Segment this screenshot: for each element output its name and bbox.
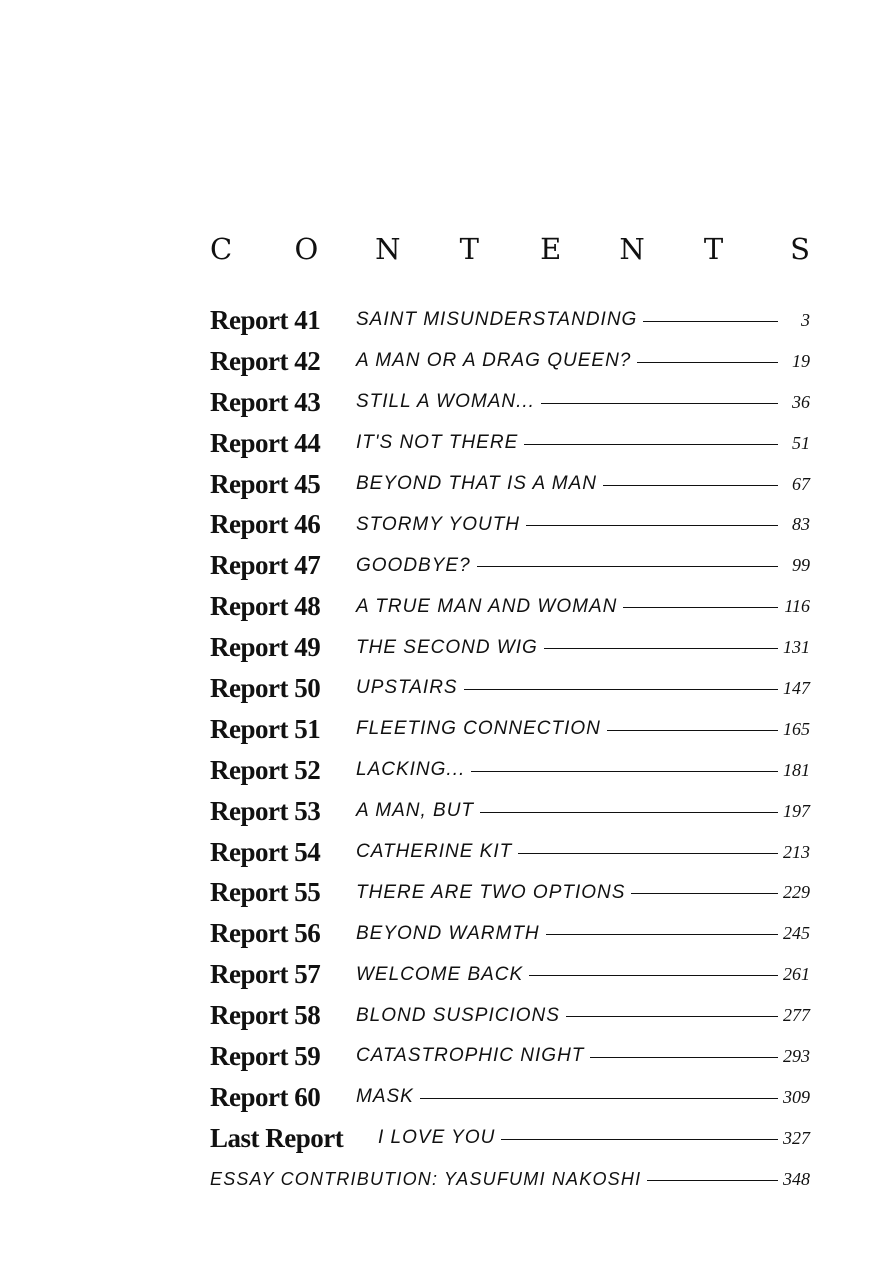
table-of-contents [210, 300, 810, 1200]
entry-page: 99 [792, 555, 810, 576]
entry-label: Report 46 [210, 509, 321, 540]
heading-letter: S [790, 232, 810, 266]
leader-line [544, 648, 778, 649]
entry-title: LACKING... [356, 759, 466, 781]
leader-line [524, 444, 778, 445]
leader-line [477, 566, 778, 567]
entry-label: Report 48 [210, 591, 321, 622]
leader-line [590, 1057, 778, 1058]
toc-entry[interactable] [210, 995, 810, 1036]
entry-title: A MAN, BUT [356, 800, 475, 822]
toc-entry[interactable] [210, 545, 810, 586]
entry-label: Report 60 [210, 1081, 321, 1112]
entry-label: Report 43 [210, 386, 321, 417]
entry-page: 277 [783, 1005, 810, 1026]
toc-entry[interactable] [210, 791, 810, 832]
toc-entry[interactable] [210, 668, 810, 709]
leader-line [623, 607, 778, 608]
entry-page: 19 [792, 350, 810, 371]
leader-line [643, 321, 778, 322]
entry-page: 261 [783, 964, 810, 985]
heading-letter: C [210, 232, 233, 266]
entry-title: CATHERINE KIT [356, 841, 513, 863]
leader-line [471, 771, 778, 772]
toc-entry[interactable] [210, 832, 810, 873]
entry-label: Report 47 [210, 550, 321, 581]
entry-page: 197 [783, 800, 810, 821]
entry-title: THERE ARE TWO OPTIONS [356, 881, 626, 903]
entry-label: Report 54 [210, 836, 321, 867]
toc-entry[interactable] [210, 954, 810, 995]
leader-line [518, 853, 778, 854]
toc-entry[interactable] [210, 1118, 810, 1159]
toc-entry[interactable] [210, 627, 810, 668]
leader-line [631, 893, 778, 894]
leader-line [637, 362, 778, 363]
leader-line [501, 1139, 778, 1140]
leader-line [526, 525, 778, 526]
heading-letter: N [375, 232, 401, 266]
toc-entry[interactable] [210, 300, 810, 341]
entry-title: BLOND SUSPICIONS [356, 1004, 560, 1026]
essay-title: ESSAY CONTRIBUTION: YASUFUMI NAKOSHI [210, 1168, 642, 1189]
leader-line [603, 485, 778, 486]
entry-page: 327 [783, 1127, 810, 1148]
leader-line [546, 934, 778, 935]
leader-line [529, 975, 778, 976]
contents-heading [210, 232, 810, 266]
entry-title: GOODBYE? [356, 554, 471, 576]
entry-title: BEYOND WARMTH [356, 922, 540, 944]
entry-page: 51 [792, 432, 810, 453]
toc-entry[interactable] [210, 1077, 810, 1118]
entry-page: 165 [783, 718, 810, 739]
entry-label: Report 53 [210, 795, 321, 826]
entry-page: 131 [783, 637, 810, 658]
entry-page: 83 [792, 514, 810, 535]
entry-title: STORMY YOUTH [356, 513, 521, 535]
entry-label: Report 51 [210, 713, 321, 744]
leader-line [647, 1180, 778, 1181]
toc-entry[interactable] [210, 709, 810, 750]
heading-letter: E [540, 232, 562, 266]
entry-label: Report 56 [210, 918, 321, 949]
entry-title: UPSTAIRS [356, 677, 458, 699]
entry-page: 293 [783, 1045, 810, 1066]
entry-page: 116 [784, 596, 810, 617]
entry-page: 181 [783, 759, 810, 780]
entry-title: THE SECOND WIG [356, 636, 538, 658]
entry-title: MASK [356, 1086, 414, 1108]
entry-title: A MAN OR A DRAG QUEEN? [356, 350, 632, 372]
toc-entry[interactable] [210, 504, 810, 545]
entry-label: Last Report [210, 1122, 344, 1153]
entry-label: Report 44 [210, 427, 321, 458]
entry-label: Report 45 [210, 468, 321, 499]
entry-page: 36 [792, 391, 810, 412]
entry-title: WELCOME BACK [356, 963, 524, 985]
entry-page: 67 [792, 473, 810, 494]
entry-title: BEYOND THAT IS A MAN [356, 473, 597, 494]
leader-line [541, 403, 778, 404]
entry-label: Report 41 [210, 304, 321, 335]
toc-entry[interactable] [210, 464, 810, 505]
toc-entry[interactable] [210, 1036, 810, 1077]
essay-page: 348 [783, 1168, 810, 1189]
entry-label: Report 55 [210, 877, 321, 908]
entry-label: Report 59 [210, 1040, 321, 1071]
heading-letter: T [459, 232, 479, 266]
leader-line [480, 812, 778, 813]
entry-page: 213 [783, 841, 810, 862]
heading-letter: O [294, 232, 319, 266]
entry-page: 245 [783, 923, 810, 944]
leader-line [464, 689, 778, 690]
leader-line [566, 1016, 778, 1017]
toc-entry[interactable] [210, 341, 810, 382]
toc-entry[interactable] [210, 423, 810, 464]
entry-title: SAINT MISUNDERSTANDING [356, 309, 638, 331]
entry-page: 147 [783, 677, 810, 698]
heading-letter: N [619, 232, 645, 266]
entry-label: Report 52 [210, 754, 321, 785]
entry-label: Report 50 [210, 672, 321, 703]
entry-label: Report 49 [210, 632, 321, 663]
toc-entry[interactable] [210, 750, 810, 791]
heading-letter: T [703, 232, 724, 266]
toc-entry[interactable] [210, 913, 810, 954]
toc-entry-essay[interactable] [210, 1159, 810, 1200]
entry-title: I LOVE YOU [378, 1127, 496, 1149]
entry-page: 3 [801, 309, 810, 330]
entry-title: IT'S NOT THERE [356, 432, 519, 454]
leader-line [607, 730, 778, 731]
entry-title: STILL A WOMAN... [356, 391, 535, 413]
toc-entry[interactable] [210, 586, 810, 627]
toc-entry[interactable] [210, 872, 810, 913]
entry-title: CATASTROPHIC NIGHT [356, 1045, 585, 1067]
entry-label: Report 57 [210, 959, 321, 990]
toc-entry[interactable] [210, 382, 810, 423]
leader-line [420, 1098, 778, 1099]
entry-label: Report 42 [210, 345, 321, 376]
entry-label: Report 58 [210, 1000, 321, 1031]
entry-title: FLEETING CONNECTION [356, 718, 601, 740]
entry-title: A TRUE MAN AND WOMAN [356, 595, 618, 617]
entry-page: 309 [783, 1086, 810, 1107]
entry-page: 229 [783, 882, 810, 903]
